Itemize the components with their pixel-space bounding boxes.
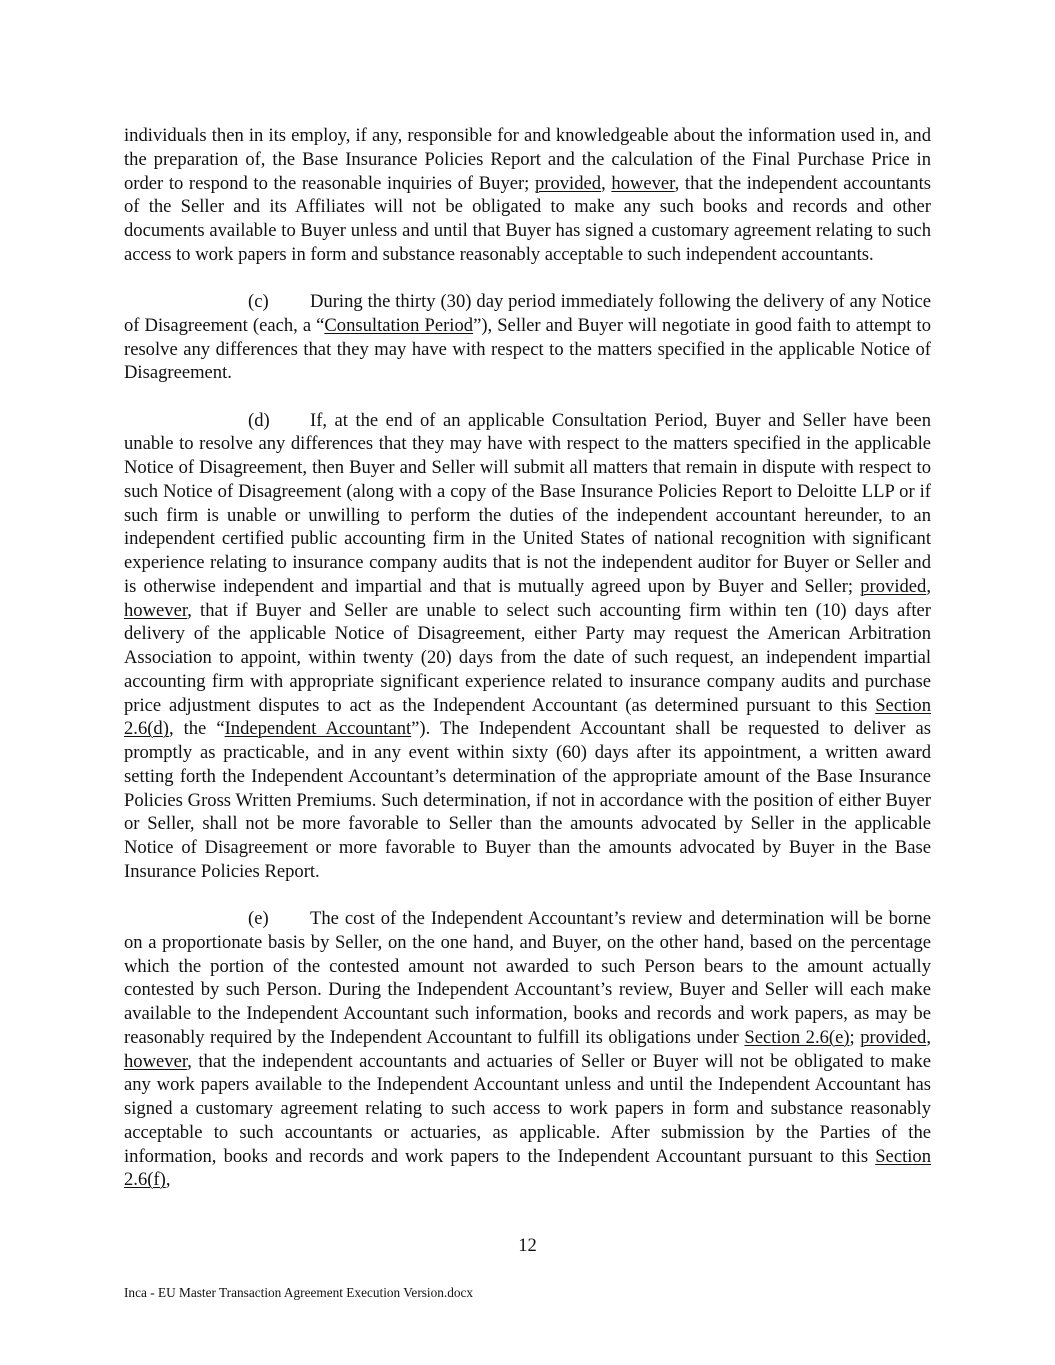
text-run: ,	[926, 1026, 931, 1048]
document-footer: Inca - EU Master Transaction Agreement Execution Version.docx	[124, 1285, 474, 1300]
section-reference: Section 2.6(d)	[124, 694, 931, 740]
section-reference: Section 2.6(f)	[124, 1145, 931, 1191]
provided-term: provided	[534, 172, 602, 194]
text-run: ,	[165, 1169, 171, 1191]
text-run: ,	[926, 575, 931, 597]
independent-accountant-term: Independent Accountant	[224, 718, 412, 740]
paragraph-e	[124, 907, 931, 1192]
however-term: however	[124, 1050, 188, 1072]
consultation-period-term: Consultation Period	[324, 314, 474, 336]
paragraph-number: (e)	[248, 908, 269, 929]
text-run: , that the independent accountants of the Seller and its Affiliates will not be obligated to make any such books and records and other documents available to Buyer unless and until that Buyer has signed a customary agreement relating to such access to work papers in form and substance reasonably acceptable to such independent accountants.	[124, 172, 931, 265]
text-run: ;	[849, 1026, 861, 1048]
text-run: ”). The Independent Accountant shall be requested to deliver as promptly as practicable, and in any event within sixty (60) days after its appointment, a written award setting forth the Independent Accountant’s determination of the appropriate amount of the Base Insurance Policies Gross Written Premiums. Such determination, if not in accordance with the position of either Buyer or Seller, shall not be more favorable to Seller than the amounts advocated by Seller in the applicable Notice of Disagreement or more favorable to Buyer than the amounts advocated by Buyer in the Base Insurance Policies Report.	[124, 718, 931, 882]
text-run: ,	[601, 172, 612, 194]
provided-term: provided	[860, 575, 927, 597]
text-run: During the thirty (30) day period immediately following the delivery of any Notice of Disagreement (each, a “	[124, 291, 931, 336]
however-term: however	[611, 172, 675, 194]
paragraph-b-continuation	[124, 124, 931, 267]
document-body	[124, 124, 931, 1216]
text-run: , that the independent accountants and actuaries of Seller or Buyer will not be obligated to make any work papers available to the Independent Accountant unless and until the Independent Accountant has signed a customary agreement relating to such access to work papers in form and substance reasonably acceptable to such accountants or actuaries, as applicable. After submission by the Parties of the information, books and records and work papers to the Independent Accountant pursuant to this	[124, 1050, 931, 1167]
paragraph-d	[124, 409, 931, 884]
page-number: 12	[518, 1235, 537, 1256]
however-term: however	[124, 599, 188, 621]
text-run: individuals then in its employ, if any, responsible for and knowledgeable about the information used in, and the preparation of, the Base Insurance Policies Report and the calculation of the Final Purchase Price in order to respond to the reasonable inquiries of Buyer;	[124, 125, 931, 194]
text-run: If, at the end of an applicable Consultation Period, Buyer and Seller have been unable to resolve any differences that they may have with respect to the matters specified in the applicable Notice of Disagreement, then Buyer and Seller will submit all matters that remain in dispute with respect to such Notice of Disagreement (along with a copy of the Base Insurance Policies Report to Deloitte LLP or if such firm is unable or unwilling to perform the duties of the independent accountant hereunder, to an independent certified public accounting firm in the United States of national recognition with significant experience relating to insurance company audits that is not the independent auditor for Buyer or Seller and is otherwise independent and impartial and that is mutually agreed upon by Buyer and Seller;	[124, 409, 931, 597]
paragraph-c	[124, 290, 931, 385]
text-run: ”), Seller and Buyer will negotiate in good faith to attempt to resolve any differences that they may have with respect to the matters specified in the applicable Notice of Disagreement.	[124, 314, 931, 384]
paragraph-number: (d)	[248, 409, 270, 431]
text-run: The cost of the Independent Accountant’s review and determination will be borne on a proportionate basis by Seller, on the one hand, and Buyer, on the other hand, based on the percentage which the portion of the contested amount not awarded to such Person bears to the amount actually contested by such Person. During the Independent Accountant’s review, Buyer and Seller will each make available to the Independent Accountant such information, books and records and work papers, as may be reasonably required by the Independent Accountant to fulfill its obligations under	[124, 908, 931, 1048]
text-run: , the “	[168, 718, 225, 740]
section-reference: Section 2.6(e)	[744, 1026, 850, 1048]
paragraph-number: (c)	[248, 291, 269, 312]
provided-term: provided	[860, 1026, 927, 1048]
text-run: , that if Buyer and Seller are unable to select such accounting firm within ten (10) days after delivery of the applicable Notice of Disagreement, either Party may request the American Arbitration Association to appoint, within twenty (20) days from the date of such request, an independent impartial accounting firm with appropriate significant experience related to insurance company audits and purchase price adjustment disputes to act as the Independent Accountant (as determined pursuant to this	[124, 599, 931, 716]
